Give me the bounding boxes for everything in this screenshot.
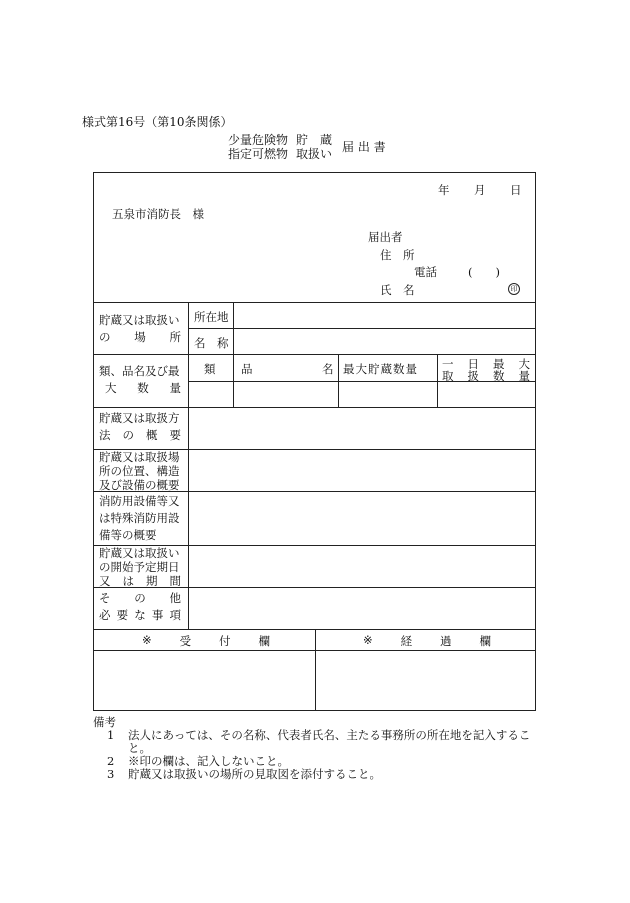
note-item: 1 法人にあっては、その名称、代表者氏名、主たる事務所の所在地を記入すること。: [107, 728, 531, 755]
col-item-1: 品: [241, 362, 253, 376]
date-month-label: 月: [474, 183, 486, 197]
notes: [93, 716, 553, 781]
date-day-label: 日: [510, 183, 522, 197]
facility-label: 貯蔵又は取扱場 所の位置、構造 及び設備の概要: [99, 450, 180, 492]
types-label-line1: 類、品名及び最: [99, 364, 180, 378]
col-max: 最大貯蔵数量: [343, 362, 418, 376]
seal-mark: 印: [508, 283, 520, 295]
addressee: 五泉市消防長 様: [112, 207, 204, 221]
col-item-2: 名: [322, 362, 334, 376]
address-label: 住 所: [380, 248, 415, 262]
other-label: そ の 他 必 要 な 事 項: [99, 591, 181, 622]
form-number: 様式第16号（第10条関係）: [82, 115, 233, 129]
location-address-label: 所在地: [194, 310, 229, 324]
phone-label: 電話: [414, 265, 437, 279]
title-action-bottom: 取扱い: [296, 147, 333, 161]
location-label-line1: 貯蔵又は取扱い: [99, 313, 180, 327]
types-label: 類、品名及び最 大 数 量: [99, 364, 181, 395]
name-label: 氏 名: [380, 283, 415, 297]
notes-heading: 備考: [93, 715, 116, 729]
title-action-top: 貯 蔵: [296, 133, 333, 147]
note-item: 3 貯蔵又は取扱いの場所の見取図を添付すること。: [107, 767, 381, 781]
reception-header: ※ 受 付 欄: [142, 633, 270, 648]
form-title: [228, 134, 428, 164]
fire-equipment-label: 消防用設備等又 は特殊消防用設 備等の概要: [99, 494, 180, 542]
note-item: 2 ※印の欄は、記入しないこと。: [107, 754, 289, 768]
col-class: 類: [204, 362, 216, 376]
title-kind-bottom: 指定可燃物: [228, 147, 289, 161]
form-box: [93, 172, 536, 711]
phone-parens: ( ): [468, 265, 500, 279]
notifier-label: 届出者: [368, 230, 403, 244]
period-label: 貯蔵又は取扱い の開始予定期日 又 は 期 間: [99, 546, 181, 588]
title-suffix: 届 出 書: [342, 140, 386, 154]
title-kind-top: 少量危険物: [228, 133, 289, 147]
location-label: 貯蔵又は取扱い の 場 所: [99, 313, 181, 344]
location-name-label: 名 称: [194, 336, 229, 350]
col-daily-bottom: 取 扱 数 量: [442, 369, 530, 383]
date-year-label: 年: [438, 183, 450, 197]
col-daily-top: 一 日 最 大: [442, 357, 530, 371]
progress-header: ※ 経 過 欄: [363, 633, 491, 648]
method-label: 貯蔵又は取扱方 法 の 概 要: [99, 411, 181, 442]
